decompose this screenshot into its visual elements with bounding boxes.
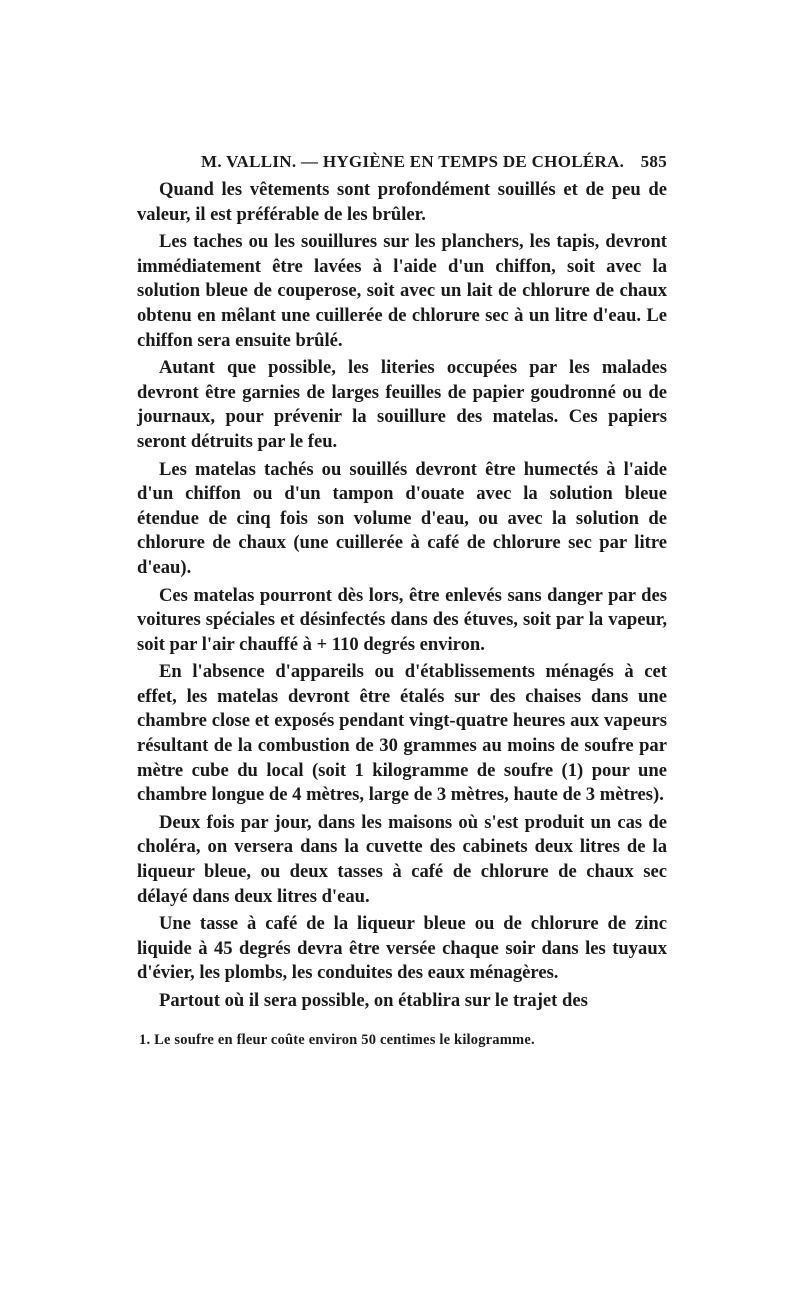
page-header: [137, 152, 667, 172]
paragraph-4: Les matelas tachés ou souillés devront être humectés à l'aide d'un chiffon ou d'un tampon d'ouate avec la solution bleue étendue de cinq fois son volume d'eau, ou avec la solution de chlorure de chaux (une cuillerée à café de chlorure sec par litre d'eau).: [137, 458, 667, 578]
book-page: [137, 152, 667, 1049]
running-title: M. VALLIN. — HYGIÈNE EN TEMPS DE CHOLÉRA.: [201, 152, 625, 171]
body-text: [137, 178, 667, 1014]
paragraph-8: Une tasse à café de la liqueur bleue ou de chlorure de zinc liquide à 45 degrés devra être versée chaque soir dans les tuyaux d'évier, les plombs, les conduites des eaux ménagères.: [137, 913, 667, 984]
paragraph-3: Autant que possible, les literies occupées par les malades devront être garnies de larges feuilles de papier goudronné ou de journaux, pour prévenir la souillure des matelas. Ces papiers seront détruits par le feu.: [137, 357, 667, 452]
paragraph-6: En l'absence d'appareils ou d'établissements ménagés à cet effet, les matelas devront être étalés sur des chaises dans une chambre close et exposés pendant vingt-quatre heures aux vapeurs résultant de la combustion de 30 grammes au moins de soufre par mètre cube du local (soit 1 kilogramme de soufre (1) pour une chambre longue de 4 mètres, large de 3 mètres, haute de 3 mètres).: [137, 661, 667, 806]
footnote: 1. Le soufre en fleur coûte environ 50 centimes le kilogramme.: [139, 1031, 535, 1048]
paragraph-1: Quand les vêtements sont profondément souillés et de peu de valeur, il est préférable de les brûler.: [137, 179, 667, 225]
paragraph-7: Deux fois par jour, dans les maisons où s'est produit un cas de choléra, on versera dans la cuvette des cabinets deux litres de la liqueur bleue, ou deux tasses à café de chlorure de chaux sec délayé dans deux litres d'eau.: [137, 811, 667, 907]
paragraph-9: Partout où il sera possible, on établira sur le trajet des: [159, 990, 588, 1011]
paragraph-2: Les taches ou les souillures sur les planchers, les tapis, devront immédiatement être lavées à l'aide d'un chiffon, soit avec la solution bleue de couperose, soit avec un lait de chlorure de chaux obtenu en mêlant une cuillerée de chlorure sec à un litre d'eau. Le chiffon sera ensuite brûlé.: [137, 231, 667, 351]
paragraph-5: Ces matelas pourront dès lors, être enlevés sans danger par des voitures spéciales et désinfectés dans des étuves, soit par la vapeur, soit par l'air chauffé à + 110 degrés environ.: [137, 584, 667, 655]
page-number: 585: [640, 152, 667, 171]
